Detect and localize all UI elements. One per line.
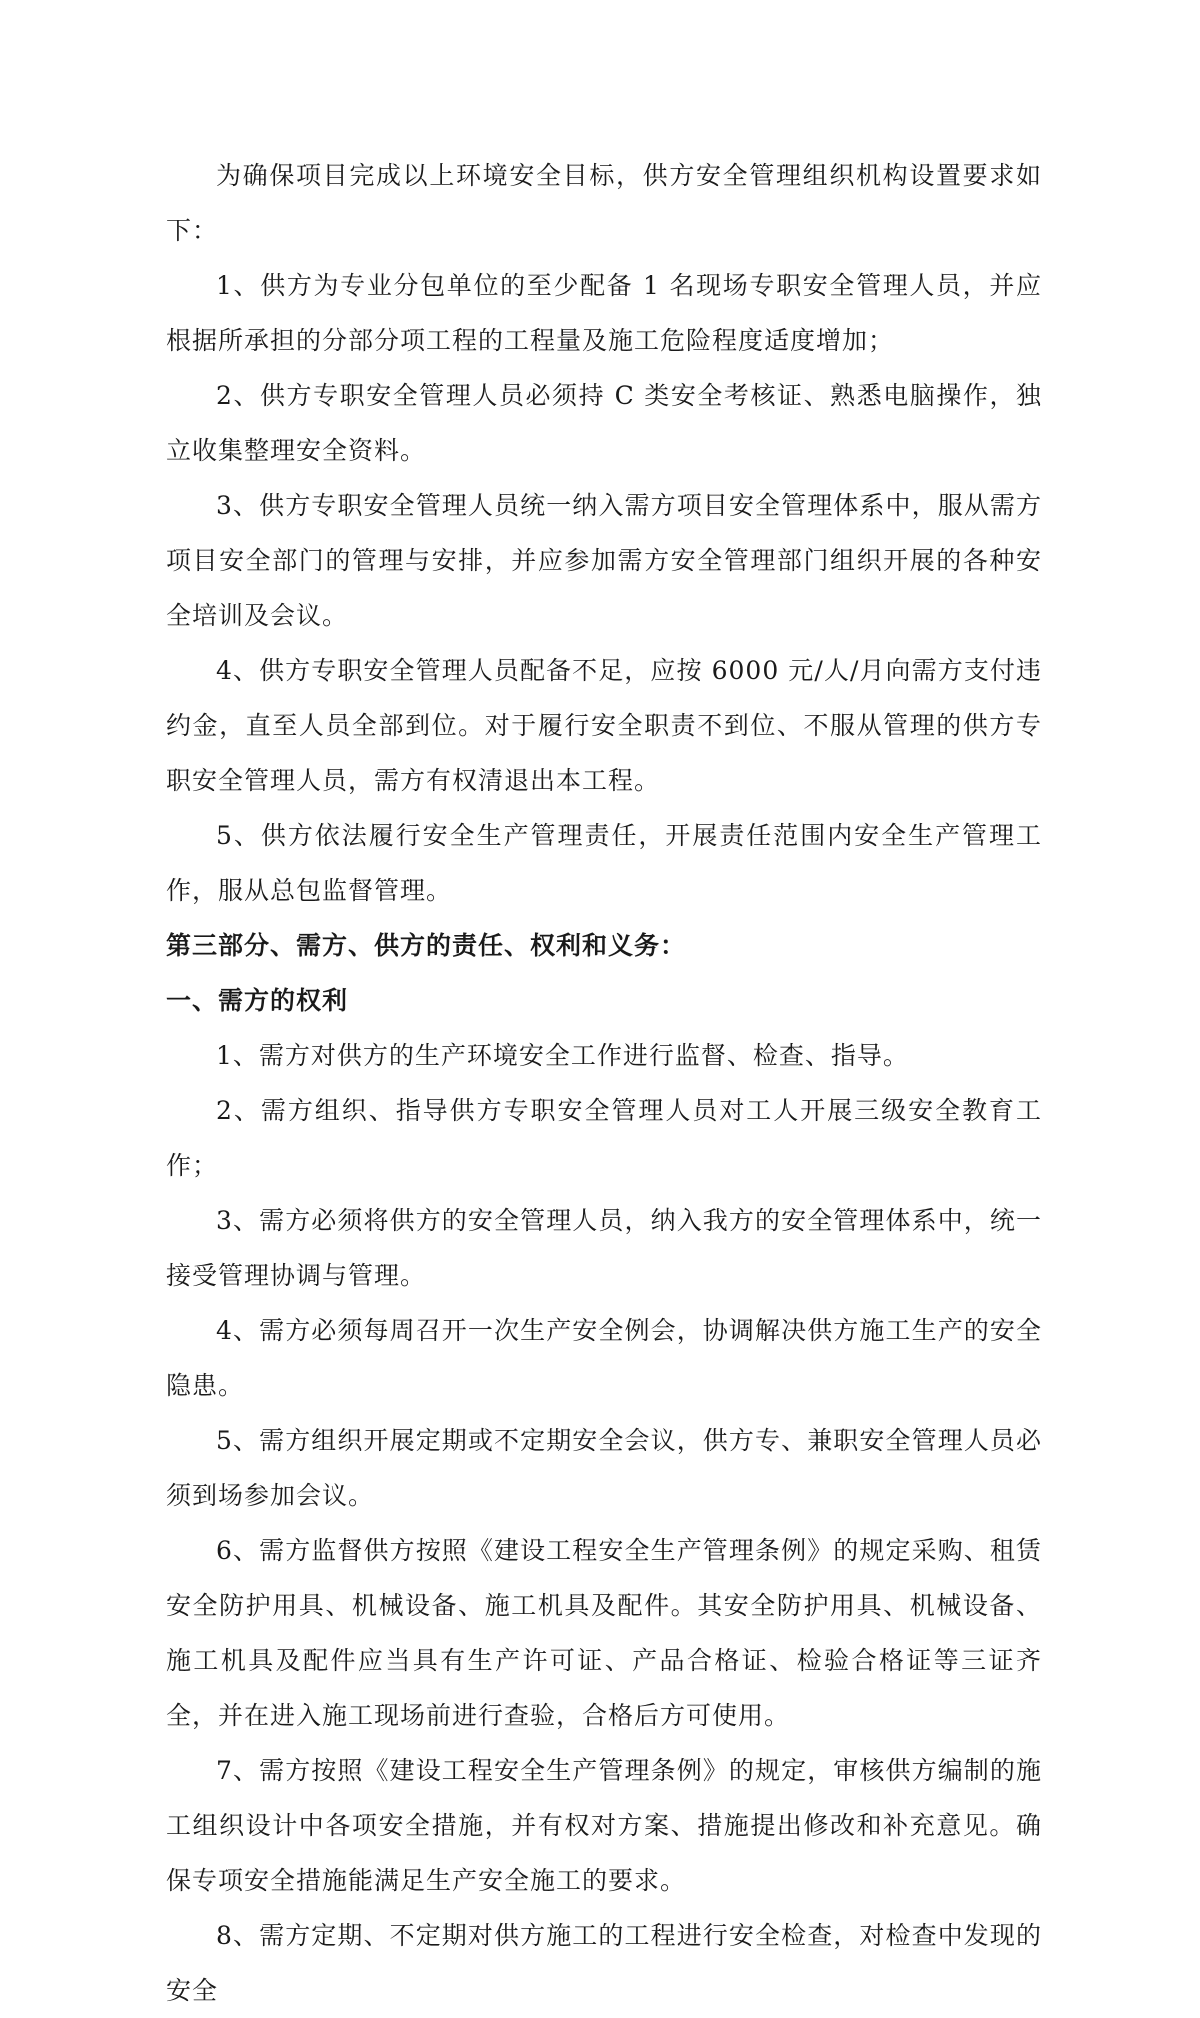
requirement-item-2: 2、供方专职安全管理人员必须持 C 类安全考核证、熟悉电脑操作，独立收集整理安全资料。 [166, 381, 1042, 465]
part-three-heading: 第三部分、需方、供方的责任、权利和义务： [166, 931, 687, 960]
rights-item-4: 4、需方必须每周召开一次生产安全例会，协调解决供方施工生产的安全隐患。 [166, 1316, 1042, 1400]
rights-item-7: 7、需方按照《建设工程安全生产管理条例》的规定，审核供方编制的施工组织设计中各项安全措施，并有权对方案、措施提出修改和补充意见。确保专项安全措施能满足生产安全施工的要求。 [166, 1756, 1042, 1895]
requirement-item-1: 1、供方为专业分包单位的至少配备 1 名现场专职安全管理人员，并应根据所承担的分部分项工程的工程量及施工危险程度适度增加； [166, 271, 1042, 355]
document-body [166, 148, 1042, 2018]
rights-item-8: 8、需方定期、不定期对供方施工的工程进行安全检查，对检查中发现的安全 [166, 1921, 1042, 2005]
rights-item-5: 5、需方组织开展定期或不定期安全会议，供方专、兼职安全管理人员必须到场参加会议。 [166, 1426, 1042, 1510]
requirement-item-4: 4、供方专职安全管理人员配备不足，应按 6000 元/人/月向需方支付违约金，直至人员全部到位。对于履行安全职责不到位、不服从管理的供方专职安全管理人员，需方有权清退出本工程。 [166, 656, 1042, 795]
requirement-item-3: 3、供方专职安全管理人员统一纳入需方项目安全管理体系中，服从需方项目安全部门的管理与安排，并应参加需方安全管理部门组织开展的各种安全培训及会议。 [166, 491, 1042, 630]
rights-item-3: 3、需方必须将供方的安全管理人员，纳入我方的安全管理体系中，统一接受管理协调与管理。 [166, 1206, 1042, 1290]
rights-item-2: 2、需方组织、指导供方专职安全管理人员对工人开展三级安全教育工作； [166, 1096, 1042, 1180]
rights-item-6: 6、需方监督供方按照《建设工程安全生产管理条例》的规定采购、租赁安全防护用具、机械设备、施工机具及配件。其安全防护用具、机械设备、施工机具及配件应当具有生产许可证、产品合格证、检验合格证等三证齐全，并在进入施工现场前进行查验，合格后方可使用。 [166, 1536, 1042, 1730]
requirement-item-5: 5、供方依法履行安全生产管理责任，开展责任范围内安全生产管理工作，服从总包监督管理。 [166, 821, 1042, 905]
intro-paragraph: 为确保项目完成以上环境安全目标，供方安全管理组织机构设置要求如下： [166, 161, 1042, 245]
rights-item-1: 1、需方对供方的生产环境安全工作进行监督、检查、指导。 [216, 1041, 909, 1070]
section-one-heading: 一、需方的权利 [166, 986, 349, 1015]
